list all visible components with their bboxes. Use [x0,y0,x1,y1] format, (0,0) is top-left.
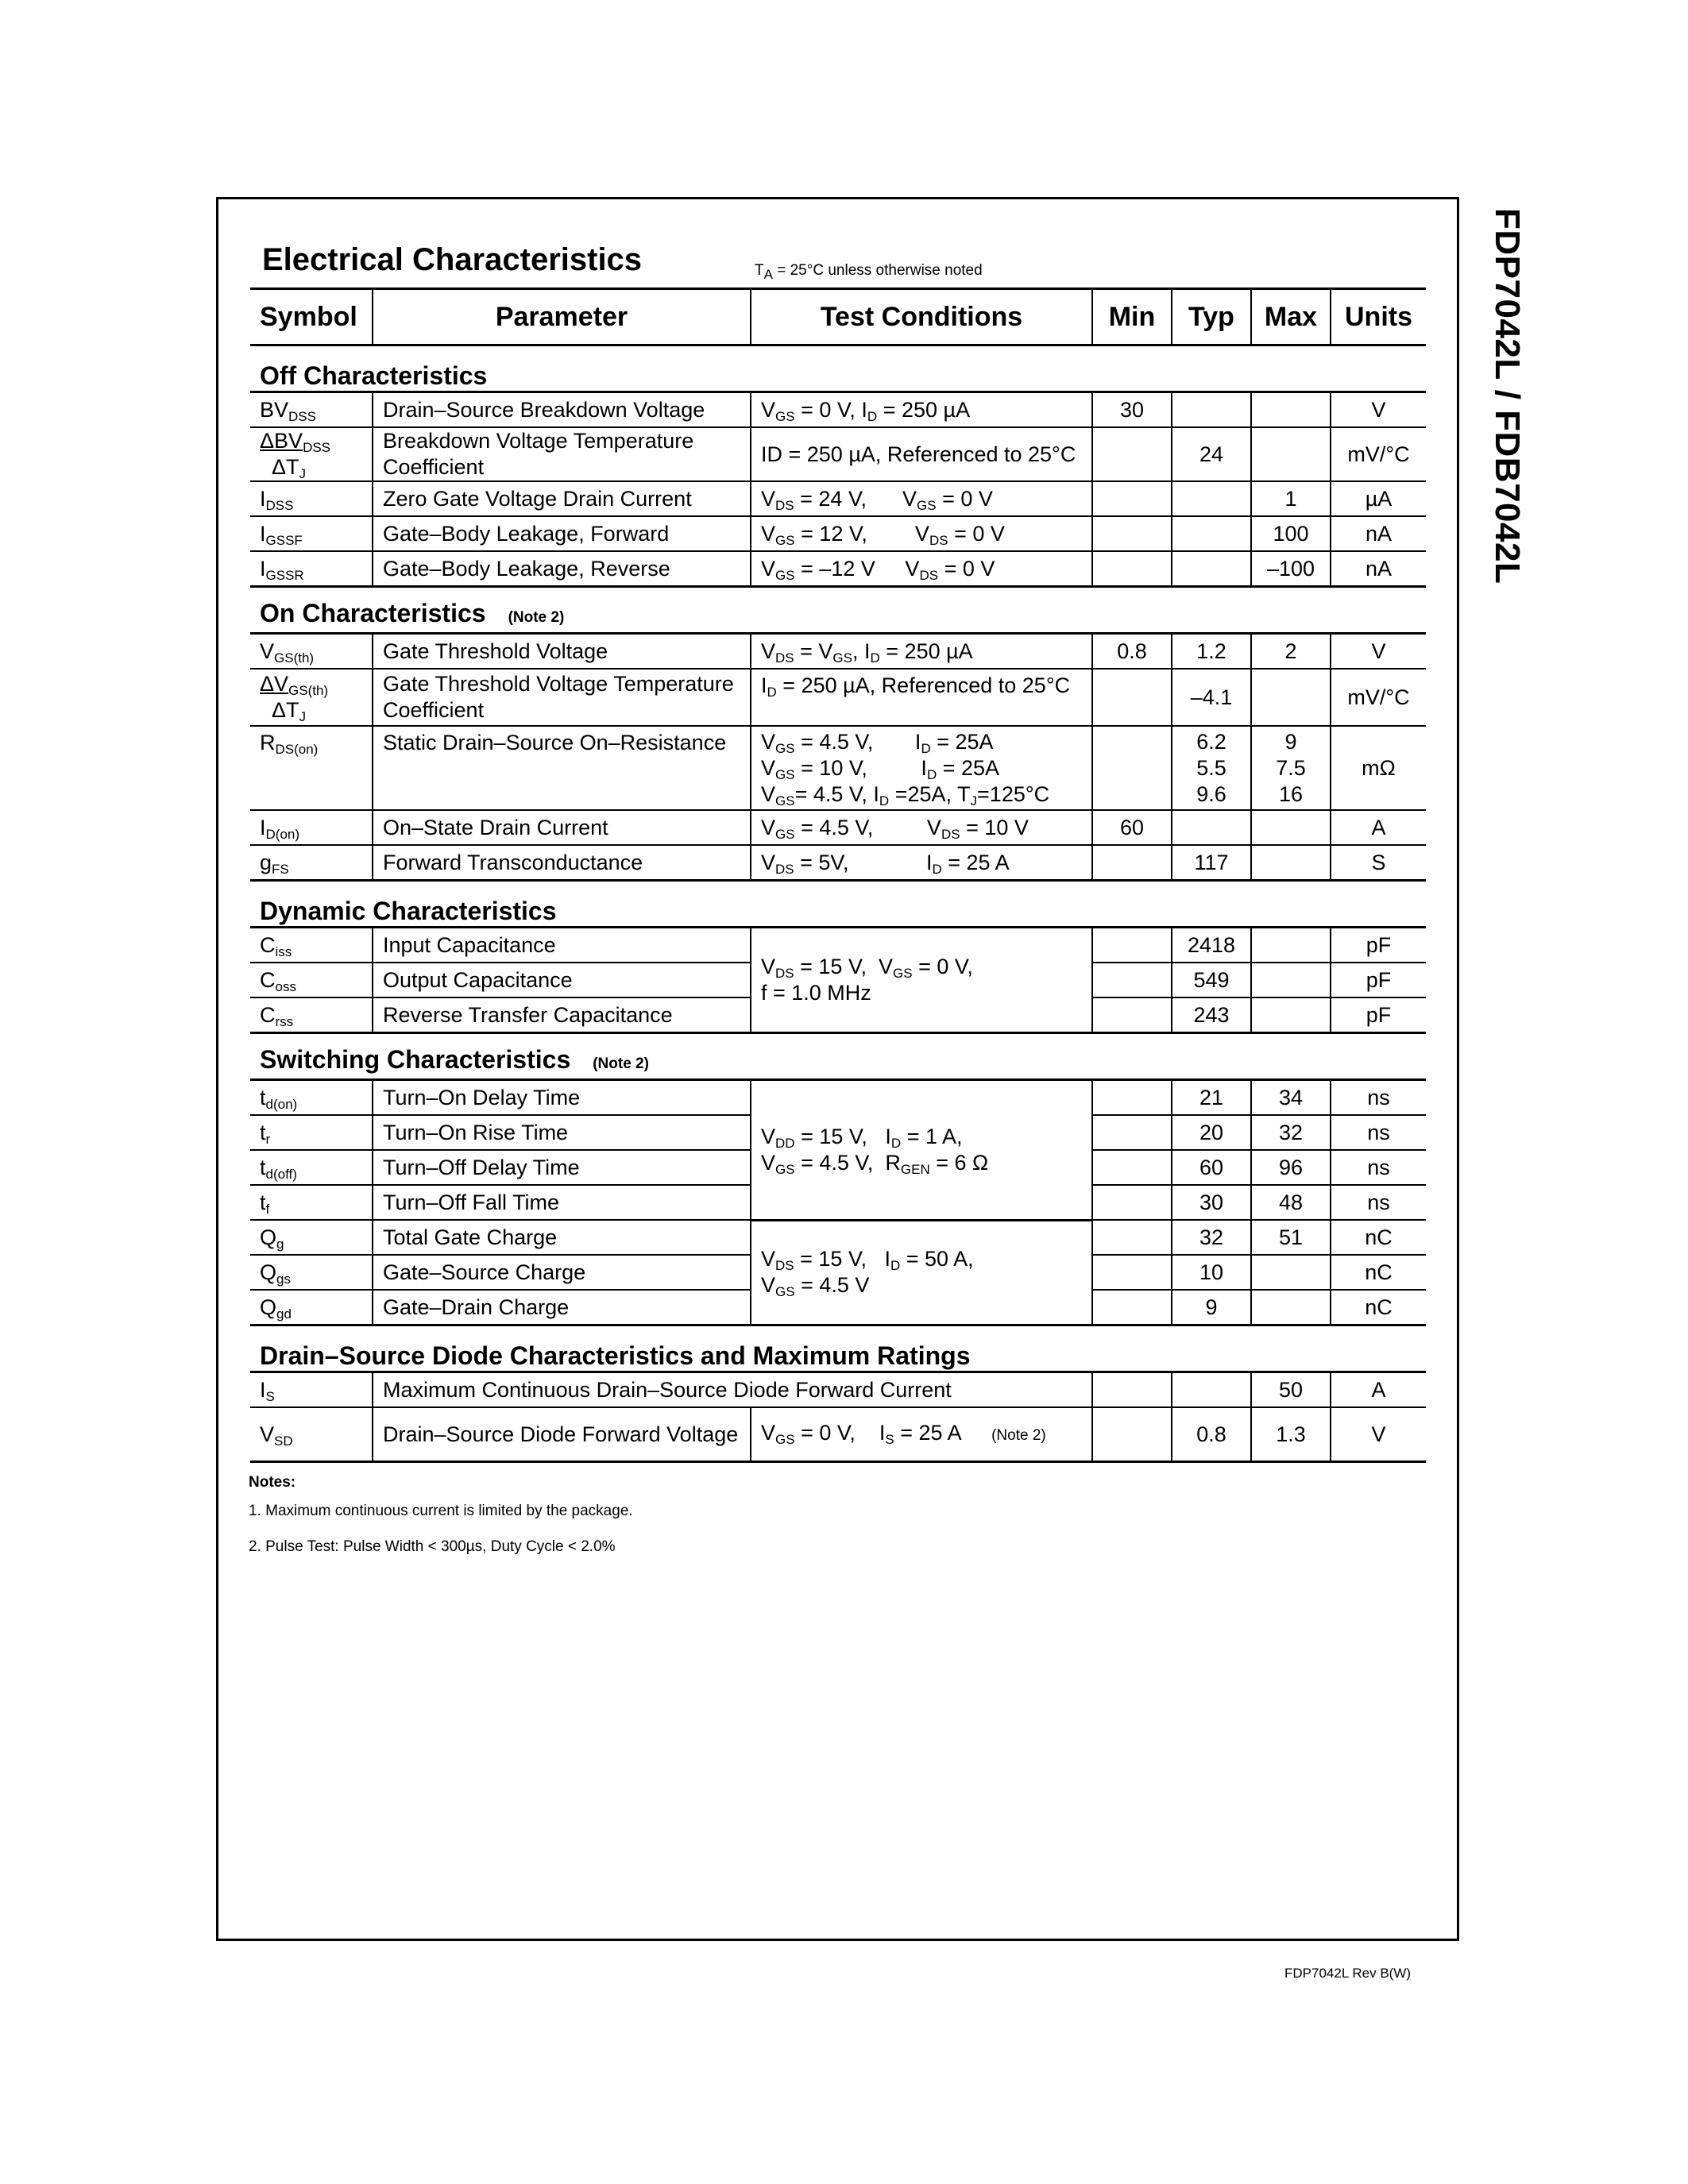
table-row: $I_S$ Maximum Continuous Drain–Source Diode Forward Current 50 A [250,1372,1426,1408]
note-item: 1. Maximum continuous current is limited by the package. [249,1503,633,1519]
table-row: $I_{GSSR}$ Gate–Body Leakage, Reverse $V_{GS} = -12$ V $V_{DS} = 0$ V –100 nA [250,551,1426,587]
conditions-note: $T_A = 25^\circ C$ unless otherwise noted [755,262,983,282]
note-item: 2. Pulse Test: Pulse Width < 300µs, Duty Cycle < 2.0% [249,1538,616,1555]
section-title: Electrical Characteristics [262,242,643,277]
table-row: $Q_{gd}$ Gate–Drain Charge 9 nC [250,1290,1426,1325]
notes-heading: Notes: [249,1474,296,1491]
table-row: $t_r$ Turn–On Rise Time 20 32 ns [250,1115,1426,1150]
table-row: $g_{FS}$ Forward Transconductance $V_{DS} = 5V$, $I_D = 25$ A 117 S [250,845,1426,881]
table-row: $V_{SD}$ Drain–Source Diode Forward Voltage $V_{GS} = 0$ V, $I_S = 25$ A (Note 2) 0.8 1.3 V [250,1407,1426,1462]
header-symbol: Symbol [250,290,373,345]
section-off: Off Characteristics [250,345,1426,392]
table-row: $t_{d(off)}$ Turn–Off Delay Time 60 96 ns [250,1150,1426,1185]
table-row: $Q_g$ Total Gate Charge $V_{DS} = 15$ V, $I_D = 50$ A, $V_{GS} = 4.5$ V 32 51 nC [250,1220,1426,1255]
datasheet-content [250,238,1426,1463]
table-row: $\Delta BV_{DSS}$ $\Delta T_J$ Breakdown Voltage Temperature Coefficient ID = 250 µA, Referenced to 25°C 24 mV/°C [250,427,1426,481]
header-test-conditions: Test Conditions [751,290,1092,345]
table-row: $C_{iss}$ Input Capacitance $V_{DS} = 15$ V, $V_{GS} = 0$ V, f = 1.0 MHz 2418 pF [250,928,1426,963]
table-row: $t_f$ Turn–Off Fall Time 30 48 ns [250,1185,1426,1220]
table-row: $I_{D(on)}$ On–State Drain Current $V_{GS} = 4.5$ V, $V_{DS} = 10$ V 60 A [250,810,1426,845]
table-row: $C_{oss}$ Output Capacitance 549 pF [250,963,1426,997]
table-row: $\Delta V_{GS(th)}$ $\Delta T_J$ Gate Threshold Voltage Temperature Coefficient $I_D = 250$ µA, Referenced to 25°C –4.1 mV/°C [250,669,1426,726]
header-parameter: Parameter [373,290,751,345]
notes [249,1474,633,1574]
table-row: $Q_{gs}$ Gate–Source Charge 10 nC [250,1255,1426,1290]
section-on: On Characteristics (Note 2) [250,587,1426,634]
footer-revision: FDP7042L Rev B(W) [1284,1966,1412,1981]
side-part-number: FDP7042L / FDB7042L [1488,208,1527,585]
table-row: $t_{d(on)}$ Turn–On Delay Time $V_{DD} = 15$ V, $I_D = 1$ A, $V_{GS} = 4.5$ V, $R_{GEN} = 6$ Ω 21 34 ns [250,1080,1426,1116]
table-row: $R_{DS(on)}$ Static Drain–Source On–Resistance $V_{GS} = 4.5$ V, $I_D = 25A$ $V_{GS} = 10$ V, $I_D = 25A$ $V_{GS}= 4.5$ V, $I_D =25A$, $T_J=125^\circ C$ 6.2 5.5 9.6 9 7.5 16 mΩ [250,726,1426,810]
header-min: Min [1092,290,1172,345]
section-switching: Switching Characteristics (Note 2) [250,1033,1426,1080]
table-row: $V_{GS(th)}$ Gate Threshold Voltage $V_{DS} = V_{GS}$, $I_D = 250$ µA 0.8 1.2 2 V [250,634,1426,669]
table-row: $BV_{DSS}$ Drain–Source Breakdown Voltage $V_{GS} = 0$ V, $I_D = 250$ µA 30 V [250,392,1426,428]
section-dynamic: Dynamic Characteristics [250,881,1426,928]
electrical-characteristics-table [250,290,1426,1463]
table-row: $I_{GSSF}$ Gate–Body Leakage, Forward $V_{GS} = 12$ V, $V_{DS} = 0$ V 100 nA [250,516,1426,551]
table-header [250,290,1426,345]
table-row: $I_{DSS}$ Zero Gate Voltage Drain Current $V_{DS} = 24$ V, $V_{GS} = 0$ V 1 µA [250,481,1426,516]
section-diode: Drain–Source Diode Characteristics and Maximum Ratings [250,1325,1426,1372]
header-units: Units [1331,290,1426,345]
header-typ: Typ [1172,290,1251,345]
table-row: $C_{rss}$ Reverse Transfer Capacitance 243 pF [250,997,1426,1033]
header-max: Max [1251,290,1331,345]
